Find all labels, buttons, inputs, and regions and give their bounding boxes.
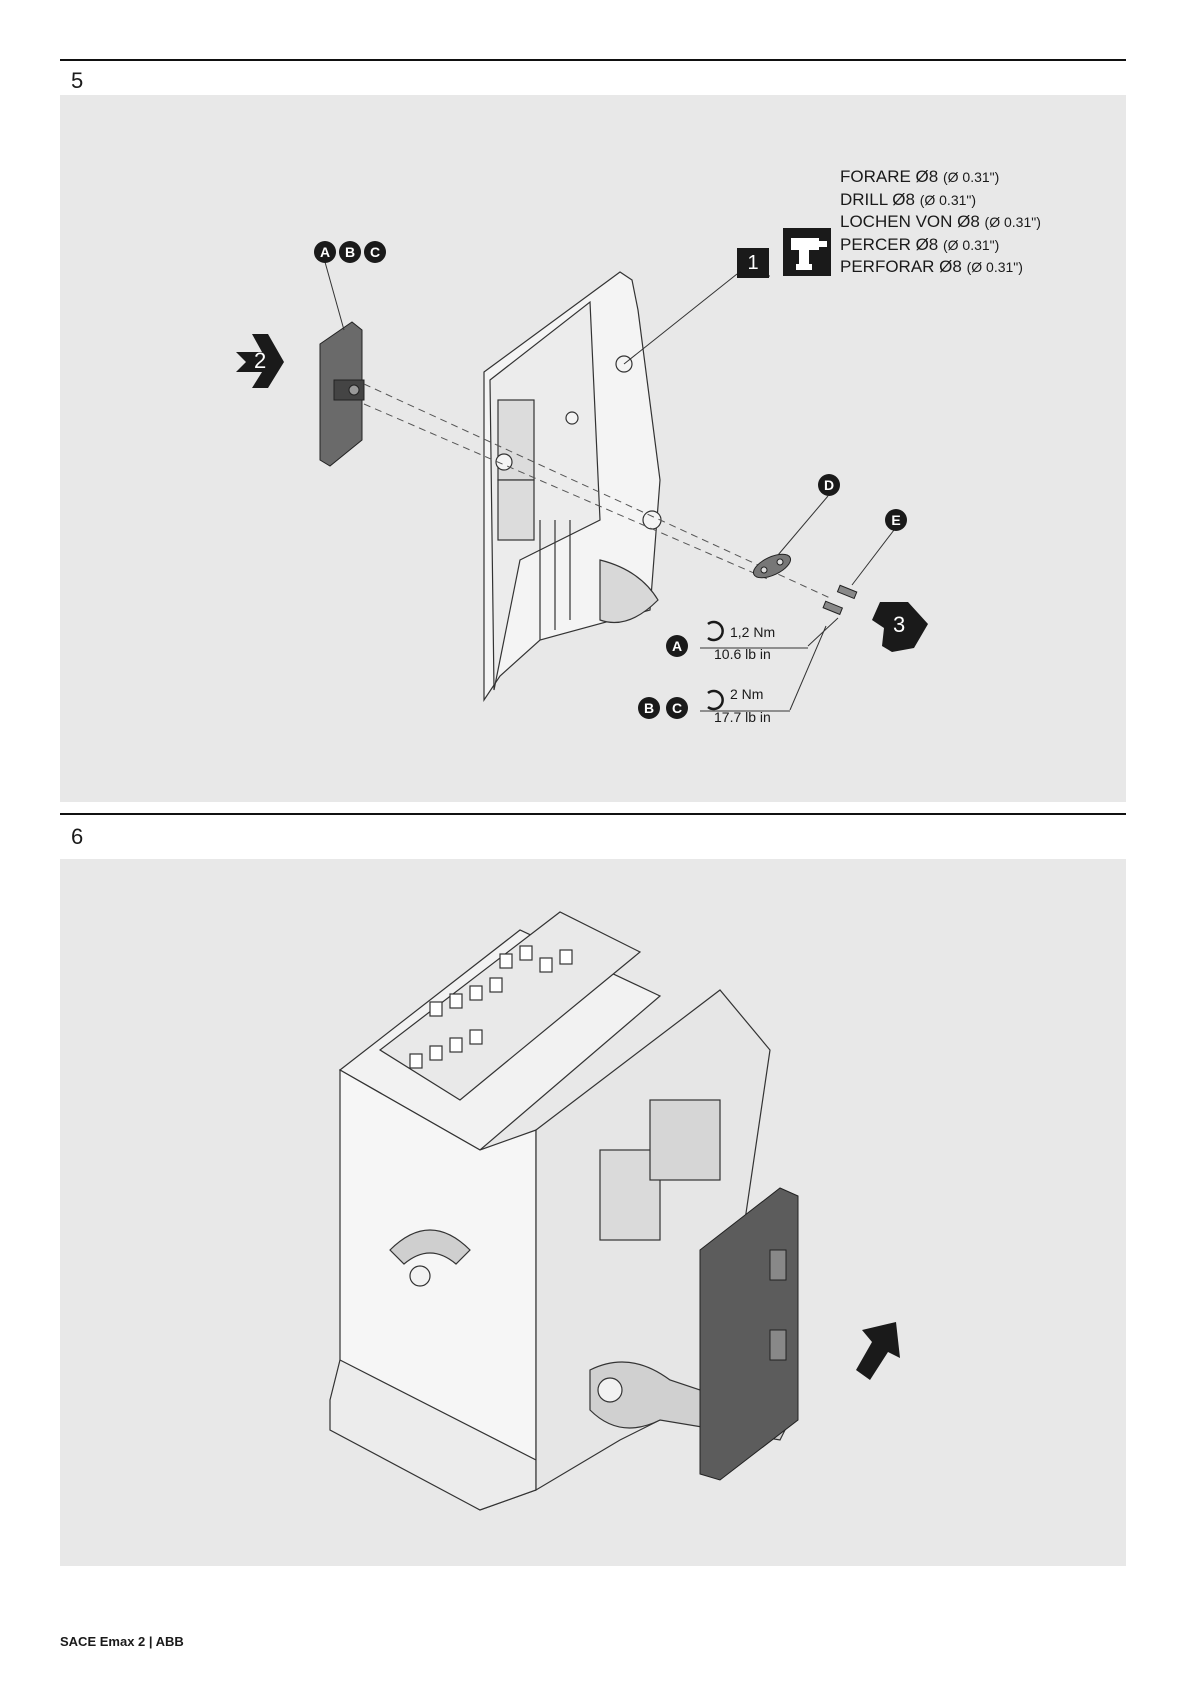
step-1-badge: 1 [737,248,769,278]
drill-line-fr: PERCER Ø8 (Ø 0.31") [840,234,1000,254]
screws-e-illustration [823,585,857,614]
step6-number: 6 [71,824,84,849]
drill-line-es: PERFORAR Ø8 (Ø 0.31") [840,257,1023,276]
arrow-3-label: 3 [893,612,906,637]
washer-d-illustration [750,549,794,582]
mounting-plate-illustration [484,272,661,700]
torque-icon [708,622,723,709]
torque-a-nm: 1,2 Nm [730,624,776,640]
arrow-2-label: 2 [254,348,267,373]
callout-e: E [885,509,907,531]
drill-instructions [840,166,1041,279]
drill-icon [783,228,831,276]
torque-bc-lbin: 17.7 lb in [714,709,771,725]
drill-line-de: LOCHEN VON Ø8 (Ø 0.31") [840,212,1041,231]
drill-line-en: DRILL Ø8 (Ø 0.31") [840,189,977,209]
arrow-step6-shape [856,1322,900,1380]
torque-callout-a: A [666,635,688,657]
callout-b: B [339,241,361,263]
interlock-part-illustration [320,322,364,466]
step5-number: 5 [71,68,84,93]
torque-a-lbin: 10.6 lb in [714,646,771,662]
torque-callout-c: C [666,697,688,719]
page-footer: SACE Emax 2 | ABB [60,1634,184,1649]
drill-line-it: FORARE Ø8 (Ø 0.31") [840,167,1000,186]
callout-d: D [818,474,840,496]
torque-bc-nm: 2 Nm [730,686,764,702]
callout-a: A [314,241,336,263]
torque-callout-b: B [638,697,660,719]
callout-c: C [364,241,386,263]
